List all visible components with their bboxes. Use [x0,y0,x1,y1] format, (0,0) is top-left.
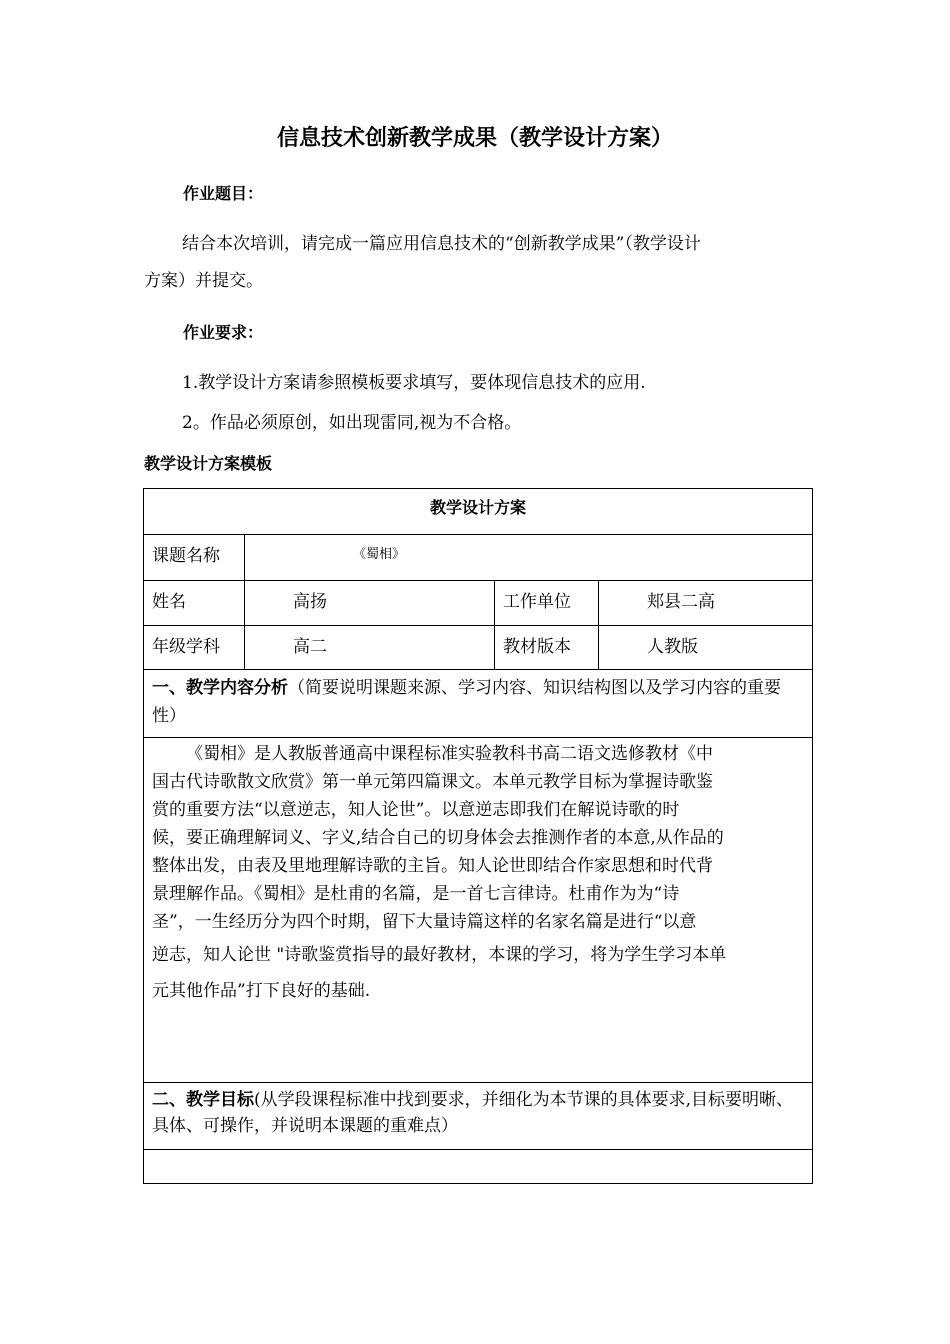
section1-title: 一、教学内容分析 [152,678,288,698]
topic-line-2: 方案）并提交。 [144,271,263,291]
edition-value: 人教版 [647,637,698,657]
section1-line: 赏的重要方法“以意逆志，知人论世”。以意逆志即我们在解说诗歌的时 [152,800,680,820]
section2-hint: (从学段课程标准中找到要求，并细化为本节课的具体要求,目标要明晰、具体、可操作，并说明本课题的重难点） [152,1090,794,1136]
edition-value-cell [599,626,813,670]
name-value: 高扬 [293,592,327,612]
grade-label: 年级学科 [152,637,220,657]
section2-header-cell [144,1083,813,1150]
section1-line: 圣”，一生经历分为四个时期，留下大量诗篇这样的名家名篇是进行“以意 [152,912,697,932]
table-header-text: 教学设计方案 [430,498,527,517]
requirements-heading: 作业要求： [183,323,264,342]
edition-label: 教材版本 [503,637,571,657]
topic-line-1: 结合本次培训，请完成一篇应用信息技术的“创新教学成果”（教学设计 [182,234,701,254]
unit-value-cell [599,581,813,626]
section1-line: 景理解作品。《蜀相》是杜甫的名篇，是一首七言律诗。杜甫作为为“诗 [152,884,680,904]
section1-line: 国古代诗歌散文欣赏》第一单元第四篇课文。本单元教学目标为掌握诗歌鉴 [152,772,713,792]
topic-label-cell [144,535,245,581]
section1-content-cell [144,738,813,1083]
grade-label-cell [144,626,245,670]
section1-line: 逆志，知人论世 "诗歌鉴赏指导的最好教材，本课的学习，将为学生学习本单 [152,945,727,965]
topic-heading: 作业题目： [183,184,264,203]
name-label-cell [144,581,245,626]
topic-value: 《蜀相》 [353,547,406,562]
section1-line: 《蜀相》是人教版普通高中课程标准实验教科书高二语文选修教材《中 [186,744,713,764]
edition-label-cell [495,626,599,670]
requirement-2: 2。作品必须原创，如出现雷同,视为不合格。 [182,413,522,433]
table-header [144,489,813,535]
topic-label: 课题名称 [152,546,220,566]
unit-label-cell [495,581,599,626]
section1-line: 元其他作品”打下良好的基础. [152,981,371,1001]
name-label: 姓名 [152,592,186,612]
section1-line: 整体出发，由表及里地理解诗歌的主旨。知人论世即结合作家思想和时代背 [152,856,713,876]
requirement-1: 1.教学设计方案请参照模板要求填写，要体现信息技术的应用. [182,373,646,393]
section2-content-cell [144,1150,813,1184]
section1-line: 候，要正确理解词义、字义,结合自己的切身体会去推测作者的本意,从作品的 [152,828,724,848]
unit-value: 郏县二高 [647,592,715,612]
section1-hint: （简要说明课题来源、学习内容、知识结构图以及学习内容的重要性） [152,678,781,726]
grade-value-cell [245,626,495,670]
unit-label: 工作单位 [503,592,571,612]
grade-value: 高二 [293,637,327,657]
lesson-plan-table [143,488,813,1184]
section1-header-cell [144,670,813,738]
page-title: 信息技术创新教学成果（教学设计方案） [276,126,673,151]
section2-title: 二、教学目标 [152,1090,254,1110]
template-heading: 教学设计方案模板 [144,454,273,473]
name-value-cell [245,581,495,626]
topic-value-cell [245,535,813,581]
